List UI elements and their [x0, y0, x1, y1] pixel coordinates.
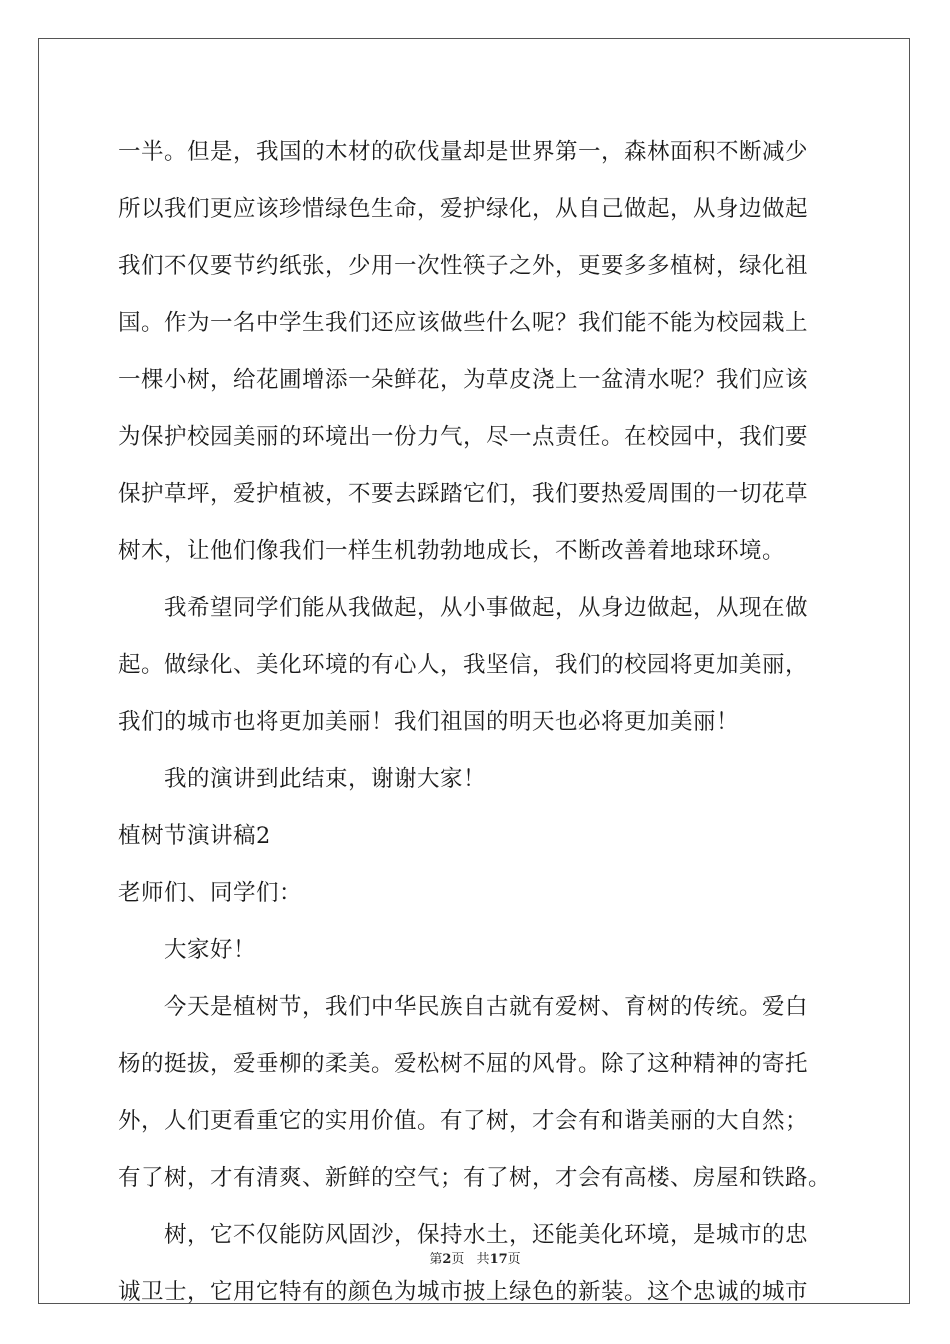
page-footer — [0, 1248, 950, 1267]
salutation: 老师们、同学们： — [118, 880, 303, 906]
paragraph-start-line: 我希望同学们能从我做起，从小事做起，从身边做起，从现在做 — [164, 595, 809, 621]
text-line: 我们不仅要节约纸张，少用一次性筷子之外，更要多多植树，绿化祖 — [118, 253, 809, 279]
text-line: 一半。但是，我国的木材的砍伐量却是世界第一，森林面积不断减少 — [118, 139, 809, 165]
document-body — [118, 124, 848, 1321]
text-line: 有了树，才有清爽、新鲜的空气；有了树，才会有高楼、房屋和铁路。 — [118, 1165, 832, 1191]
text-line: 外，人们更看重它的实用价值。有了树，才会有和谐美丽的大自然； — [118, 1108, 809, 1134]
paragraph-start-line: 今天是植树节，我们中华民族自古就有爱树、育树的传统。爱白 — [164, 994, 809, 1020]
text-line: 诚卫士，它用它特有的颜色为城市披上绿色的新装。这个忠诚的城市 — [118, 1279, 809, 1305]
text-line: 我们的城市也将更加美丽！我们祖国的明天也必将更加美丽！ — [118, 709, 740, 735]
paragraph-start-line: 我的演讲到此结束，谢谢大家！ — [164, 766, 487, 792]
text-line: 一棵小树，给花圃增添一朵鲜花，为草皮浇上一盆清水呢？我们应该 — [118, 367, 809, 393]
text-line: 保护草坪，爱护植被，不要去踩踏它们，我们要热爱周围的一切花草 — [118, 481, 809, 507]
text-line: 树木，让他们像我们一样生机勃勃地成长，不断改善着地球环境。 — [118, 538, 786, 564]
text-line: 起。做绿化、美化环境的有心人，我坚信，我们的校园将更加美丽， — [118, 652, 809, 678]
text-line: 所以我们更应该珍惜绿色生命，爱护绿化，从自己做起，从身边做起 — [118, 196, 809, 222]
total-pages-indicator: 共17页 — [476, 1252, 521, 1267]
text-line: 为保护校园美丽的环境出一份力气，尽一点责任。在校园中，我们要 — [118, 424, 809, 450]
paragraph-start-line: 树，它不仅能防风固沙，保持水土，还能美化环境，是城市的忠 — [164, 1222, 809, 1248]
text-line: 杨的挺拔，爱垂柳的柔美。爱松树不屈的风骨。除了这种精神的寄托 — [118, 1051, 809, 1077]
text-line: 国。作为一名中学生我们还应该做些什么呢？我们能不能为校园栽上 — [118, 310, 809, 336]
section-heading: 植树节演讲稿2 — [118, 823, 271, 849]
page-indicator: 第2页 — [429, 1252, 465, 1267]
greeting: 大家好！ — [164, 937, 257, 963]
